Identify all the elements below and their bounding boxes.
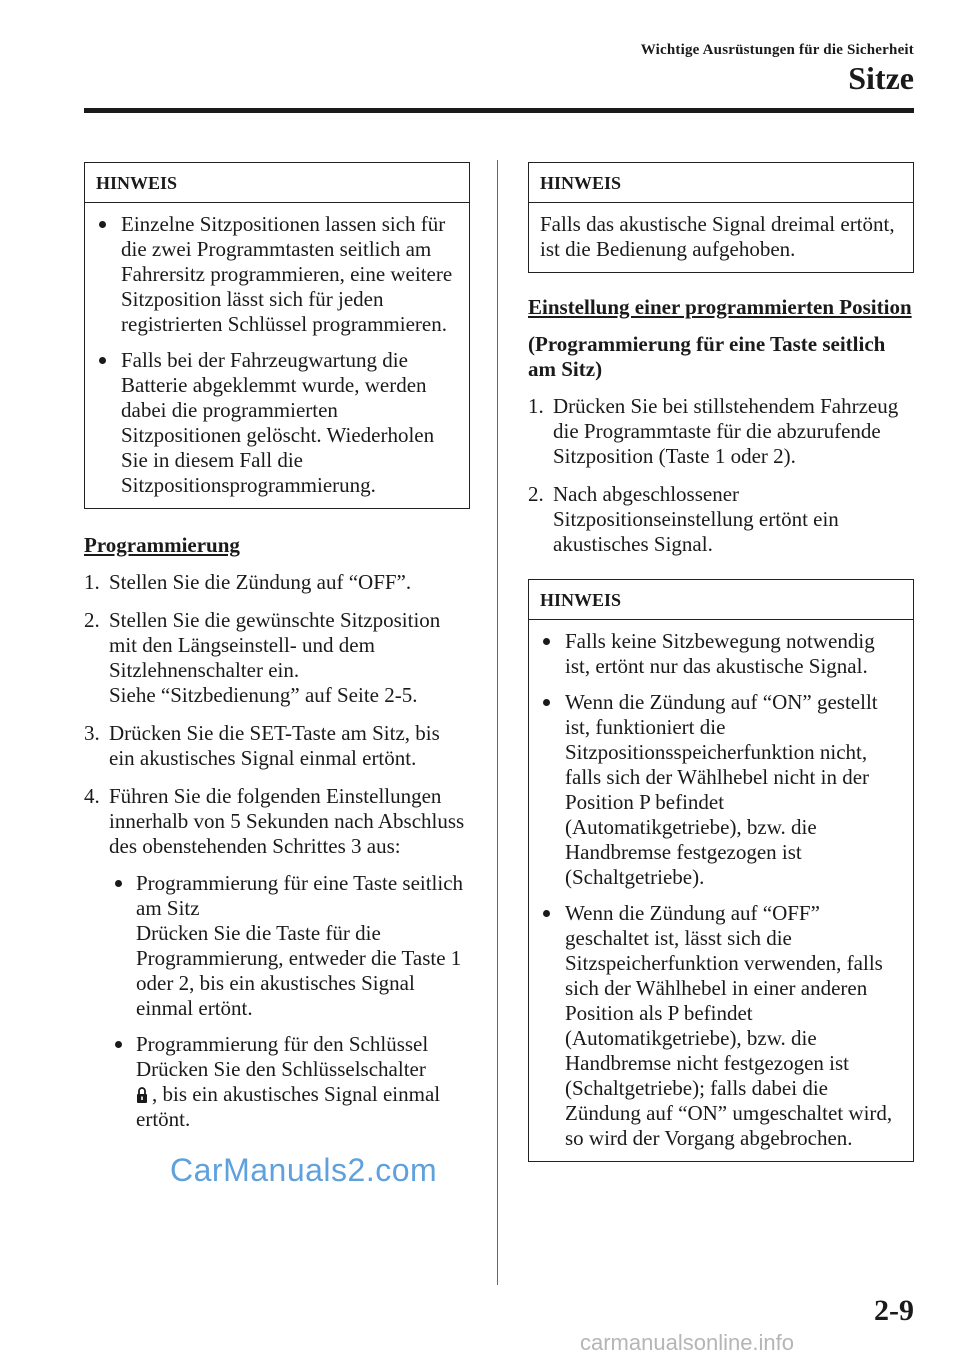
step-item: 4. Führen Sie die folgenden Einstellungen innerhalb von 5 Sekunden nach Abschluss des obenstehenden Schrittes 3 aus: Programmierung für eine Taste seitlich am Sitz Drücken Sie die Taste für die Programmierung, entweder die Taste 1 oder 2, bis ein akustisches Signal einmal ertönt. Programmierung für den Schlüssel Drücken Sie den Schlüsselschalter , bis ein akustisches Signal einmal ertönt. (84, 784, 470, 1132)
bullet-icon (543, 638, 550, 645)
section-heading-programmierung: Programmierung (84, 533, 240, 557)
note-title: HINWEIS (529, 580, 913, 620)
bullet-icon (115, 1041, 122, 1048)
section-heading-position: Einstellung einer programmierten Position (528, 295, 912, 319)
note-box-left (84, 162, 470, 509)
page-title: Sitze (848, 60, 914, 96)
step-item: 2. Stellen Sie die gewünschte Sitzposition mit den Längseinstell- und dem Sitzlehnenschalter ein. Siehe “Sitzbedienung” auf Seite 2-5. (84, 608, 470, 708)
watermark-carmanuals2: CarManuals2.com (170, 1152, 438, 1188)
header-rule (84, 108, 914, 113)
step-item: 1. Stellen Sie die Zündung auf “OFF”. (84, 570, 412, 594)
note-box-right-1 (528, 162, 914, 273)
watermark-carmanualsonline: carmanualsonline.info (580, 1330, 795, 1355)
bullet-icon (543, 910, 550, 917)
steps-list (528, 394, 914, 557)
sub-heading: (Programmierung für eine Taste seitlich am Sitz) (528, 332, 886, 381)
sub-bullet-item: Programmierung für eine Taste seitlich am Sitz Drücken Sie die Taste für die Programmierung, entweder die Taste 1 oder 2, bis ein akustisches Signal einmal ertönt. (109, 871, 470, 1021)
note-bullet: Wenn die Zündung auf “ON” gestellt ist, funktioniert die Sitzpositionsspeicherfunktion nicht, falls sich der Wählhebel nicht in der Position P befindet (Automatikgetriebe), bzw. die Handbremse festgezogen ist (Schaltgetriebe). (540, 690, 901, 890)
step-item: 2. Nach abgeschlossener Sitzpositionseinstellung ertönt ein akustisches Signal. (528, 482, 839, 556)
right-column (528, 162, 914, 1162)
note-body: Falls das akustische Signal dreimal ertönt, ist die Bedienung aufgehoben. (540, 212, 895, 261)
note-bullet: Einzelne Sitzpositionen lassen sich für die zwei Programmtasten seitlich am Fahrersitz programmieren, eine weitere Sitzposition lässt sich für jeden registrierten Schlüssel programmieren. (96, 212, 457, 337)
note-title: HINWEIS (529, 163, 913, 203)
steps-list (84, 570, 470, 1132)
note-bullet: Falls bei der Fahrzeugwartung die Batterie abgeklemmt wurde, werden dabei die programmierten Sitzpositionen gelöscht. Wiederholen Sie in diesem Fall die Sitzpositionsprogrammierung. (96, 348, 457, 498)
header-section-label: Wichtige Ausrüstungen für die Sicherheit (640, 42, 914, 58)
sub-bullet-list (109, 871, 470, 1132)
bullet-icon (99, 221, 106, 228)
note-body (85, 203, 469, 508)
left-column (84, 162, 470, 1145)
step-item: 1. Drücken Sie bei stillstehendem Fahrzeug die Programmtaste für die abzurufende Sitzposition (Taste 1 oder 2). (528, 394, 899, 468)
bullet-icon (99, 357, 106, 364)
sub-bullet-item: Programmierung für den Schlüssel Drücken Sie den Schlüsselschalter , bis ein akustisches Signal einmal ertönt. (109, 1032, 470, 1132)
page-number: 2-9 (874, 1294, 914, 1327)
bullet-icon (543, 699, 550, 706)
note-bullet: Wenn die Zündung auf “OFF” geschaltet ist, lässt sich die Sitzspeicherfunktion verwenden, falls sich der Wählhebel in einer anderen Position als P befindet (Automatikgetriebe), bzw. die Handbremse nicht festgezogen ist (Schaltgetriebe); falls dabei die Zündung auf “ON” umgeschaltet wird, so wird der Vorgang abgebrochen. (540, 901, 901, 1151)
lock-icon (136, 1086, 148, 1104)
column-divider (497, 160, 498, 1285)
bullet-icon (115, 880, 122, 887)
note-title: HINWEIS (85, 163, 469, 203)
note-box-right-2 (528, 579, 914, 1162)
note-body (529, 620, 913, 1161)
step-item: 3. Drücken Sie die SET-Taste am Sitz, bis ein akustisches Signal einmal ertönt. (84, 721, 440, 770)
note-bullet: Falls keine Sitzbewegung notwendig ist, ertönt nur das akustische Signal. (540, 629, 901, 679)
cross-reference: Siehe “Sitzbedienung” auf Seite 2-5. (109, 683, 418, 707)
